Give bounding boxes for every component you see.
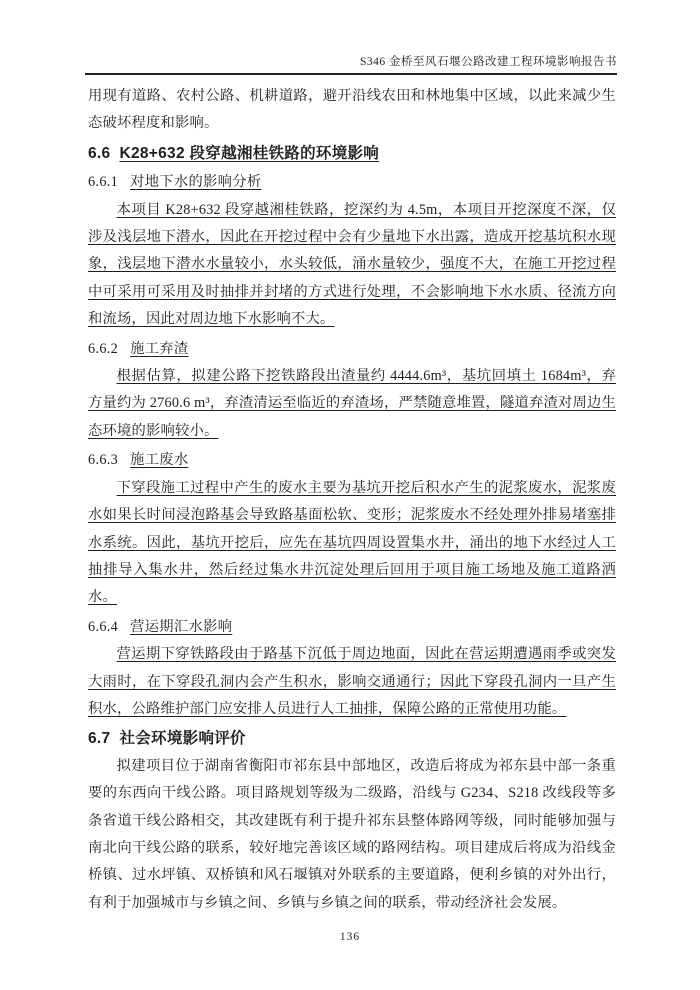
document-body — [88, 75, 616, 917]
section-heading-6-7 — [88, 725, 616, 752]
page-header — [85, 0, 617, 75]
section-number: 6.6 — [88, 144, 111, 162]
subsection-heading-6-6-3 — [88, 447, 616, 474]
paragraph-spoil: 根据估算，拟建公路下挖铁路段出渣量约 4444.6m³，基坑回填土 1684m³，弃方量约为 2760.6 m³，弃渣清运至临近的弃渣场，严禁随意堆置，隧道弃渣对周边生态环境的影响较小。 — [88, 368, 616, 439]
subsection-title: 施工弃渣 — [130, 340, 189, 357]
paragraph-continuation: 用现有道路、农村公路、机耕道路，避开沿线农田和林地集中区域，以此来减少生态破坏程度和影响。 — [88, 88, 616, 132]
subsection-title: 施工废水 — [130, 452, 189, 469]
header-title: S346 金桥至风石堰公路改建工程环境影响报告书 — [359, 56, 617, 68]
page-number: 136 — [339, 931, 361, 943]
paragraph-groundwater: 本项目 K28+632 段穿越湘桂铁路，挖深约为 4.5m，本项目开挖深度不深，仅涉及浅层地下潜水，因此在开挖过程中会有少量地下水出露，造成开挖基坑积水现象，浅层地下潜水水量较小，水头较低，涌水量较少，强度不大，在施工开挖过程中可采用可采用及时抽排并封堵的方式进行处理，不会影响地下水水质、径流方向和流场，因此对周边地下水影响不大。 — [88, 201, 616, 328]
section-title: K28+632 段穿越湘桂铁路的环境影响 — [119, 144, 380, 162]
section-heading-6-6 — [88, 140, 616, 167]
subsection-heading-6-6-2 — [88, 336, 616, 363]
paragraph-operation-water: 营运期下穿铁路段由于路基下沉低于周边地面，因此在营运期遭遇雨季或突发大雨时，在下穿段孔洞内会产生积水，影响交通通行；因此下穿段孔洞内一旦产生积水，公路维护部门应安排人员进行人工抽排，保障公路的正常使用功能。 — [88, 646, 616, 717]
subsection-number: 6.6.4 — [88, 618, 119, 635]
subsection-number: 6.6.1 — [88, 174, 119, 191]
subsection-number: 6.6.3 — [88, 452, 119, 469]
section-number: 6.7 — [88, 730, 111, 748]
paragraph-social-impact: 拟建项目位于湖南省衡阳市祁东县中部地区，改造后将成为祁东县中部一条重要的东西向干线公路。项目路规划等级为二级路，沿线与 G234、S218 改线段等多条省道干线公路相交，其改建既有利于提升祁东县整体路网等级，同时能够加强与南北向干线公路的联系，较好地完善该区域的路网结构。项目建成后将成为沿线金桥镇、过水坪镇、双桥镇和风石堰镇对外联系的主要道路，便利乡镇的对外出行，有利于加强城市与乡镇之间、乡镇与乡镇之间的联系，带动经济社会发展。 — [88, 757, 616, 911]
subsection-title: 对地下水的影响分析 — [130, 174, 262, 191]
subsection-heading-6-6-1 — [88, 169, 616, 196]
paragraph-wastewater: 下穿段施工过程中产生的废水主要为基坑开挖后积水产生的泥浆废水，泥浆废水如果长时间浸泡路基会导致路基面松软、变形；泥浆废水不经处理外排易堵塞排水系统。因此，基坑开挖后，应先在基坑四周设置集水井，涌出的地下水经过人工抽排导入集水井，然后经过集水井沉淀处理后回用于项目施工场地及施工道路洒水。 — [88, 479, 616, 606]
subsection-title: 营运期汇水影响 — [130, 618, 233, 635]
section-title: 社会环境影响评价 — [119, 730, 246, 748]
subsection-number: 6.6.2 — [88, 340, 119, 357]
subsection-heading-6-6-4 — [88, 614, 616, 641]
page-footer — [0, 931, 700, 943]
